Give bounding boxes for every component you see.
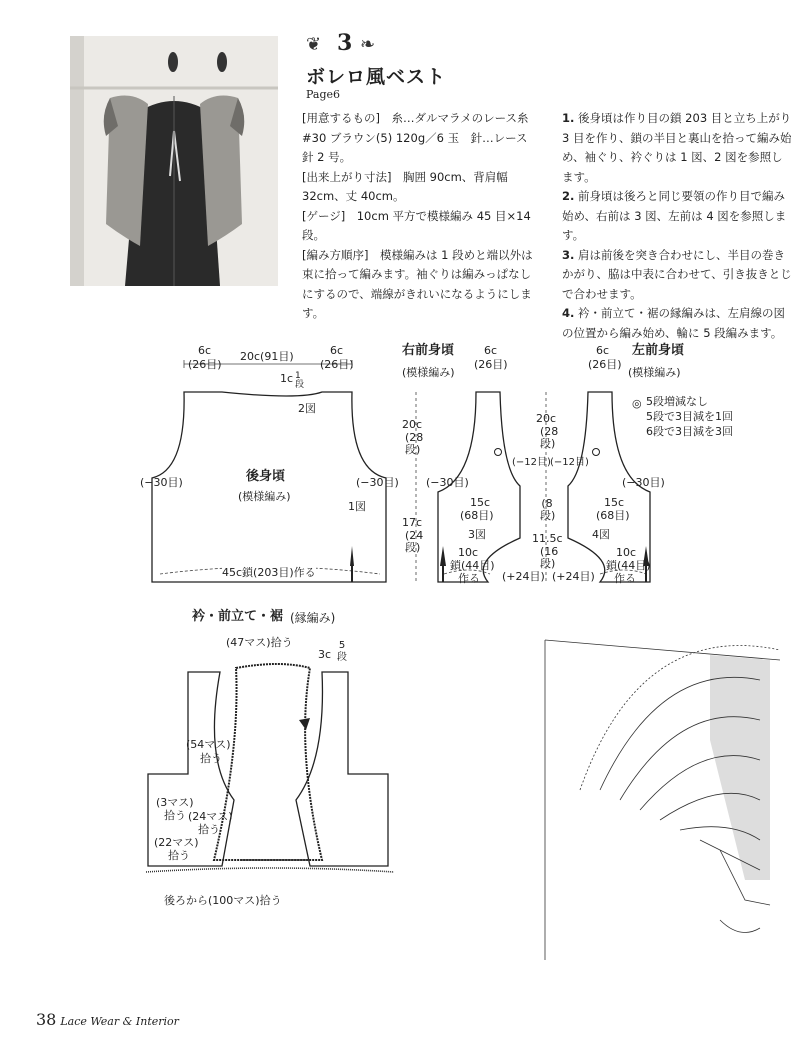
border-top-pick: (47マス)拾う xyxy=(226,636,293,649)
upper-height: 20c xyxy=(402,418,423,431)
mid-lower-height: 11.5c xyxy=(532,532,563,545)
left-front-chain: 10c xyxy=(616,546,637,559)
page-number: 38 xyxy=(36,1010,57,1029)
mid-upper-height: 20c xyxy=(536,412,557,425)
left-front-subtitle: (模様編み) xyxy=(628,366,681,379)
materials-line: [用意するもの] 糸…ダルマラメのレース糸#30 ブラウン(5) 120g／6 玉 針…レース針 2 号。 xyxy=(302,111,529,164)
fig4-label: 4図 xyxy=(592,528,610,541)
back-neck-depth: 1c xyxy=(280,372,294,385)
right-front-side: (−30目) xyxy=(426,476,469,489)
fig2-label: 2図 xyxy=(298,402,316,415)
back-neck-rows: 1段 xyxy=(295,371,305,390)
left-front-chain-st: 鎖(44目) xyxy=(606,559,651,572)
right-front-title: 右前身頃 xyxy=(402,343,455,358)
step-1: 1. 後身頃は作り目の鎖 203 目と立ち上がり 3 目を作り、鎖の半目と裏山を拾って編み始め、袖ぐり、衿ぐりは 1 図、2 図を参照します。 xyxy=(562,111,792,184)
back-bottom-chain: 45c鎖(203目)作る xyxy=(222,566,316,579)
left-front-note: 6段で3目減を3回 xyxy=(646,425,733,438)
page-reference: Page6 xyxy=(306,88,341,101)
page-footer xyxy=(36,1010,179,1029)
border-pick-24: (24マス) xyxy=(188,810,233,823)
step-2: 2. 前身頃は後ろと同じ要領の作り目で編み始め、右前は 3 図、左前は 4 図を参照します。 xyxy=(562,189,787,242)
right-front-width: 15c xyxy=(470,496,491,509)
mid-small-rows: (8段) xyxy=(540,497,556,522)
note-symbol: ◎ xyxy=(632,397,642,410)
materials-line: [出来上がり寸法] 胸囲 90cm、背肩幅 32cm、丈 40cm。 xyxy=(302,169,508,203)
border-pick-24-label: 拾う xyxy=(198,823,220,836)
border-pick-22-label: 拾う xyxy=(168,849,190,862)
pattern-number: 3 xyxy=(337,30,353,56)
left-front-note: 5段増減なし xyxy=(646,395,708,408)
border-title: 衿・前立て・裾 xyxy=(192,609,284,624)
left-front-side: (−30目) xyxy=(622,476,665,489)
right-front-chain-st: 鎖(44目) xyxy=(450,559,495,572)
left-front-width-st: (68目) xyxy=(596,509,630,522)
border-depth: 3c xyxy=(318,648,332,661)
upper-rows: (28段) xyxy=(405,431,424,456)
step-4: 4. 衿・前立て・裾の縁編みは、左肩線の図の位置から編み始め、輪に 5 段編みます。 xyxy=(562,306,786,340)
right-front-shoulder: 6c xyxy=(484,344,498,357)
materials-line: [ゲージ] 10cm 平方で模様編み 45 目×14 段。 xyxy=(302,208,531,242)
inc-right: (+24目) xyxy=(552,570,595,583)
border-pick-54: (54マス) xyxy=(186,738,231,751)
pattern-title: ボレロ風ベスト xyxy=(306,66,447,88)
back-shoulder-right-st: (26目) xyxy=(320,358,354,371)
mid-dec-right: (−12目) xyxy=(550,457,589,468)
back-shoulder-left: 6c xyxy=(198,344,212,357)
book-title: Lace Wear & Interior xyxy=(60,1015,179,1028)
left-front-title: 左前身頃 xyxy=(632,343,685,358)
back-title: 後身頃 xyxy=(246,469,286,484)
mid-dec-left: (−12目) xyxy=(512,457,551,468)
right-front-subtitle: (模様編み) xyxy=(402,366,455,379)
border-depth-rows: 5段 xyxy=(337,640,347,663)
left-front-shoulder-st: (26目) xyxy=(588,358,622,371)
border-pick-54-label: 拾う xyxy=(200,752,222,765)
border-right-outline xyxy=(296,672,388,866)
left-front-chain-make: 作る xyxy=(614,572,636,585)
border-pick-3-label: 拾う xyxy=(164,809,186,822)
mid-upper-rows: (28段) xyxy=(540,425,559,450)
left-front-note: 5段で3目減を1回 xyxy=(646,410,733,423)
ornament-right-icon: ❧ xyxy=(360,34,376,55)
border-outer-edge xyxy=(214,664,322,860)
back-shoulder-right: 6c xyxy=(330,344,344,357)
border-pick-3: (3マス) xyxy=(156,796,194,809)
back-shoulder-left-st: (26目) xyxy=(188,358,222,371)
lower-height: 17c xyxy=(402,516,423,529)
border-bottom-pick: 後ろから(100マス)拾う xyxy=(164,894,282,907)
left-front-shoulder: 6c xyxy=(596,344,610,357)
right-front-chain: 10c xyxy=(458,546,479,559)
materials-line: [編み方順序] 模様編みは 1 段めと端以外は束に拾って編みます。袖ぐりは編みっぱなしにするので、端線がきれいになるようにします。 xyxy=(302,247,533,320)
back-neck-width: 20c(91目) xyxy=(240,350,294,363)
back-subtitle: (模様編み) xyxy=(238,490,291,503)
step-3: 3. 肩は前後を突き合わせにし、半目の巻きかがり、脇は中表に合わせて、引き抜きとじで合わせます。 xyxy=(562,247,792,301)
back-bodice-outline xyxy=(152,392,386,582)
inc-left: (+24目) xyxy=(502,570,545,583)
back-side-right: (−30目) xyxy=(356,476,399,489)
fig3-label: 3図 xyxy=(468,528,486,541)
fig1-label: 1図 xyxy=(348,500,366,513)
right-front-width-st: (68目) xyxy=(460,509,494,522)
right-front-shoulder-st: (26目) xyxy=(474,358,508,371)
border-subtitle: (縁編み) xyxy=(290,611,336,625)
left-front-width: 15c xyxy=(604,496,625,509)
right-front-chain-make: 作る xyxy=(458,572,480,585)
mid-lower-rows: (16段) xyxy=(540,545,559,570)
back-side-left: (−30目) xyxy=(140,476,183,489)
border-pick-22: (22マス) xyxy=(154,836,199,849)
ornament-left-icon: ❦ xyxy=(306,34,322,55)
lower-rows: (24段) xyxy=(405,529,424,554)
